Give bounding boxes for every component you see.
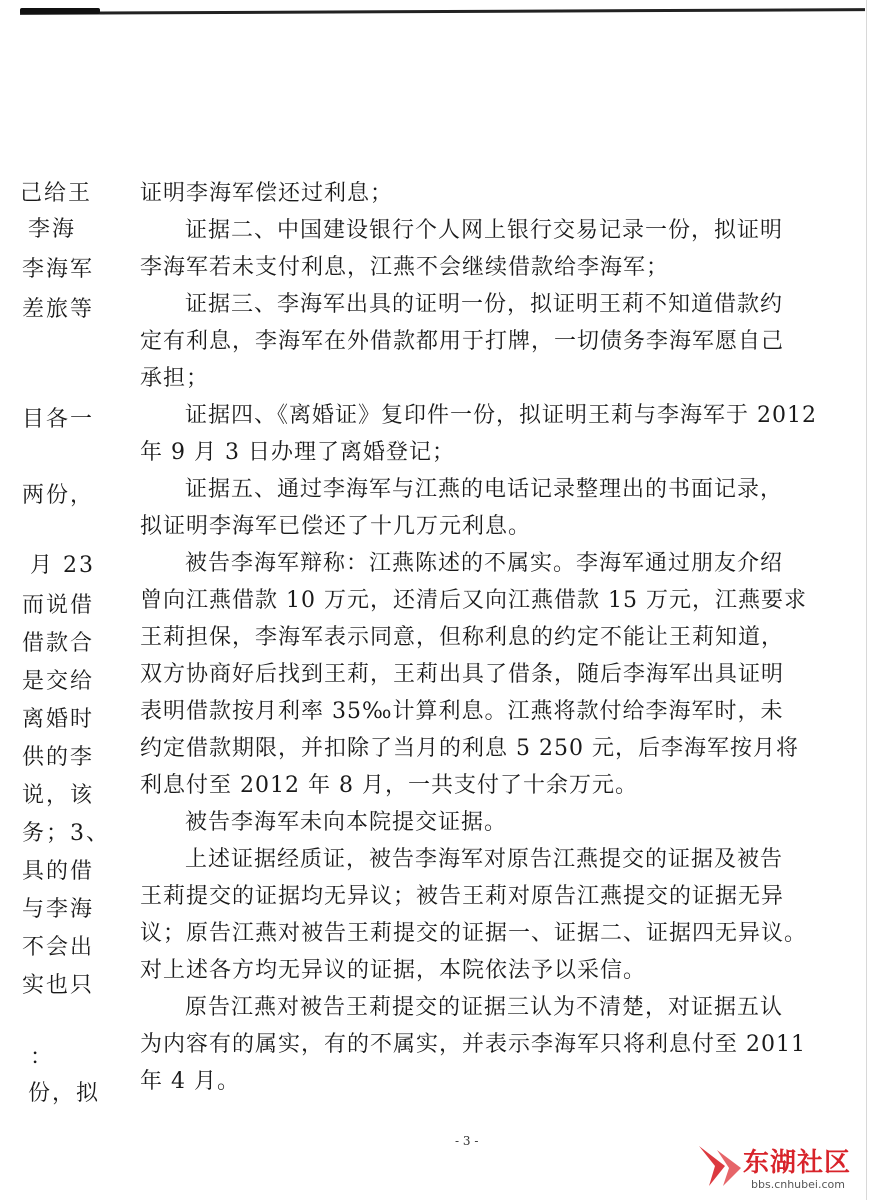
- left-fragment: 离婚时: [22, 707, 95, 732]
- text-line: 证明李海军偿还过利息；: [140, 181, 394, 206]
- left-fragment: 月 23: [30, 553, 95, 578]
- text-line: 王莉担保，李海军表示同意，但称利息的约定不能让王莉知道，: [140, 625, 785, 650]
- watermark-logo-icon: [695, 1140, 745, 1190]
- text-line: 被告李海军辩称：江燕陈述的不属实。李海军通过朋友介绍: [185, 551, 784, 576]
- text-line: 曾向江燕借款 10 万元，还清后又向江燕借款 15 万元，江燕要求: [140, 588, 807, 613]
- text-line: 定有利息，李海军在外借款都用于打牌，一切债务李海军愿自己: [140, 329, 785, 354]
- text-line: 王莉提交的证据均无异议；被告王莉对原告江燕提交的证据无异: [140, 884, 785, 909]
- text-line: 表明借款按月利率 35‰计算利息。江燕将款付给李海军时，未: [140, 699, 784, 724]
- text-line: 利息付至 2012 年 8 月，一共支付了十余万元。: [140, 773, 638, 798]
- text-line: 证据五、通过李海军与江燕的电话记录整理出的书面记录，: [185, 477, 784, 502]
- left-fragment: 是交给: [22, 669, 95, 694]
- left-fragment: 而说借: [22, 593, 95, 618]
- left-fragment: 份，拟: [28, 1081, 101, 1106]
- left-fragment: 己给王: [20, 181, 93, 206]
- text-line: 约定借款期限，并扣除了当月的利息 5 250 元，后李海军按月将: [140, 736, 799, 761]
- right-page-edge: [866, 0, 867, 1200]
- left-fragment: 借款合: [22, 631, 95, 656]
- left-fragment: 说，该: [22, 783, 95, 808]
- left-fragment: 李海军: [22, 257, 95, 282]
- left-fragment: 差旅等: [22, 297, 95, 322]
- text-line: 李海军若未支付利息，江燕不会继续借款给李海军；: [140, 255, 670, 280]
- text-line: 证据四、《离婚证》复印件一份，拟证明王莉与李海军于 2012: [185, 403, 817, 428]
- left-fragment: 务；3、: [22, 821, 110, 846]
- left-fragment: 目各一: [22, 407, 95, 432]
- left-fragment: 与李海: [22, 897, 95, 922]
- left-fragment: 两份，: [22, 483, 95, 508]
- left-fragment: 供的李: [22, 745, 95, 770]
- text-line: 被告李海军未向本院提交证据。: [185, 810, 508, 835]
- watermark: [695, 1138, 870, 1194]
- watermark-text: 东湖社区: [743, 1148, 852, 1178]
- text-line: 议；原告江燕对被告王莉提交的证据一、证据二、证据四无异议。: [140, 921, 808, 946]
- text-line: 对上述各方均无异议的证据，本院依法予以采信。: [140, 958, 647, 983]
- left-fragment: 不会出: [22, 935, 95, 960]
- text-line: 拟证明李海军已偿还了十几万元利息。: [140, 514, 532, 539]
- text-line: 年 9 月 3 日办理了离婚登记；: [140, 440, 455, 465]
- watermark-url: bbs.cnhubei.com: [751, 1178, 845, 1191]
- left-fragment: 具的借: [22, 859, 95, 884]
- text-line: 证据二、中国建设银行个人网上银行交易记录一份，拟证明: [185, 218, 784, 243]
- text-line: 原告江燕对被告王莉提交的证据三认为不清楚，对证据五认: [185, 995, 784, 1020]
- text-line: 承担；: [140, 366, 210, 391]
- text-line: 为内容有的属实，有的不属实，并表示李海军只将利息付至 2011: [140, 1032, 806, 1057]
- left-fragment: 李海: [28, 217, 77, 242]
- text-line: 双方协商好后找到王莉，王莉出具了借条，随后李海军出具证明: [140, 662, 785, 687]
- left-fragment: 实也只: [22, 973, 95, 998]
- left-fragment: ：: [30, 1045, 55, 1070]
- text-line: 年 4 月。: [140, 1069, 240, 1094]
- text-line: 证据三、李海军出具的证明一份，拟证明王莉不知道借款约: [185, 292, 784, 317]
- text-line: 上述证据经质证，被告李海军对原告江燕提交的证据及被告: [185, 847, 784, 872]
- page-number: - 3 -: [455, 1134, 479, 1148]
